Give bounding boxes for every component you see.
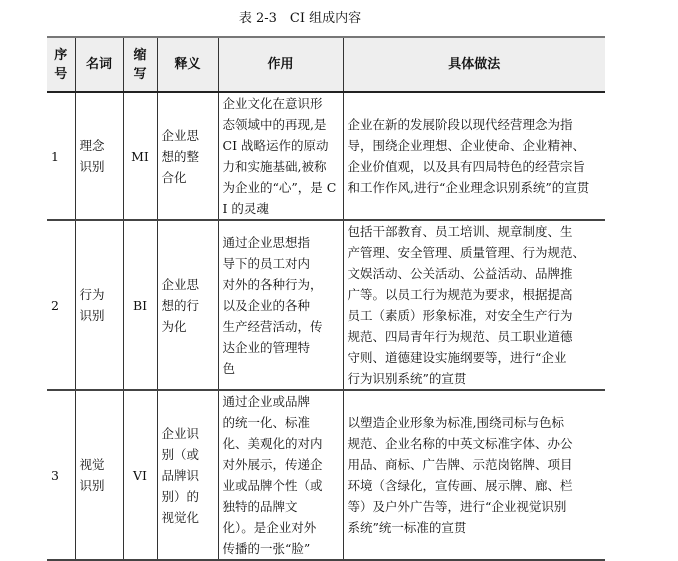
header-abbr: [123, 37, 157, 92]
cell-meaning: [157, 220, 218, 390]
cell-role-line: 态领域中的再现,是: [222, 117, 327, 132]
table-row: [47, 390, 605, 560]
cell-role: [218, 390, 343, 560]
cell-practice: [343, 220, 605, 390]
cell-role-line: 的统一化、标准: [222, 415, 311, 430]
header-practice: 具体做法: [343, 37, 605, 92]
cell-role-line: 生产经营活动，传: [222, 318, 323, 334]
cell-practice: [343, 390, 605, 560]
cell-practice-line: 导，围绕企业理想、企业使命、企业精神、: [347, 138, 586, 153]
cell-meaning-line: 企业思: [161, 127, 200, 143]
cell-role-line: 传播的一张“脸”: [222, 541, 311, 556]
cell-name: [75, 220, 123, 390]
cell-abbr: MI: [123, 92, 157, 220]
cell-practice-line: 和工作作风,进行“企业理念识别系统”的宣贯: [347, 180, 590, 195]
cell-role-line: CI 战略运作的原动: [222, 138, 329, 153]
cell-name-line: 理念: [79, 138, 105, 153]
table-caption: 表 2-3 CI 组成内容: [238, 11, 362, 26]
cell-practice-line: 规范、企业名称的中英文标准字体、办公: [347, 436, 573, 451]
cell-role-line: I 的灵魂: [222, 201, 269, 216]
cell-meaning-line: 视觉化: [161, 509, 200, 525]
cell-role-line: 化）。是企业对外: [222, 520, 317, 535]
cell-practice-line: 守则、道德建设实施纲要等，进行“企业: [347, 350, 567, 365]
cell-role-line: 通过企业或品牌: [222, 394, 311, 409]
header-no: [47, 37, 75, 92]
cell-name: [75, 390, 123, 560]
cell-practice-line: 企业价值观，以及具有四局特色的经营宗旨: [347, 159, 586, 174]
cell-meaning-line: 为化: [161, 318, 187, 334]
cell-name-line: 视觉: [79, 457, 105, 472]
cell-role-line: 为企业的“心”，是 C: [222, 180, 337, 195]
table-header-row: [47, 37, 605, 92]
cell-role-line: 力和实施基础,被称: [222, 159, 327, 174]
cell-name-line: 识别: [79, 308, 105, 323]
cell-practice-line: 广等。以员工行为规范为要求，根据提高: [347, 287, 573, 302]
cell-role-line: 色: [222, 360, 236, 376]
cell-meaning-line: 企业思: [161, 276, 200, 292]
header-name: 名词: [75, 37, 123, 92]
cell-role-line: 达企业的管理特: [222, 339, 311, 355]
cell-no: 3: [47, 390, 75, 560]
cell-practice-line: 系统”统一标准的宣贯: [347, 520, 467, 535]
header-label: 缩写: [133, 47, 147, 82]
header-role: 作用: [218, 37, 343, 92]
cell-no: 1: [47, 92, 75, 220]
cell-role-line: 对外展示，传递企: [222, 457, 323, 472]
cell-role-line: 通过企业思想指: [222, 234, 311, 250]
cell-practice-line: 包括干部教育、员工培训、规章制度、生: [347, 224, 573, 239]
cell-role: [218, 92, 343, 220]
cell-practice-line: 用品、商标、广告牌、示范岗铭牌、项目: [347, 457, 573, 472]
cell-meaning-line: 别）的: [161, 488, 200, 504]
cell-practice-line: 环境（含绿化，宣传画、展示牌、廊、栏: [347, 478, 573, 493]
cell-practice: [343, 92, 605, 220]
cell-meaning: [157, 390, 218, 560]
cell-practice-line: 等）及户外广告等，进行“企业视觉识别: [347, 499, 567, 514]
cell-role-line: 以及企业的各种: [222, 297, 311, 313]
cell-role: [218, 220, 343, 390]
cell-meaning-line: 想的行: [161, 297, 200, 313]
cell-abbr: BI: [123, 220, 157, 390]
table-row: [47, 220, 605, 390]
cell-meaning-line: 品牌识: [161, 467, 200, 483]
cell-name-line: 行为: [79, 287, 105, 302]
cell-role-line: 业或品牌个性（或: [222, 478, 323, 493]
cell-practice-line: 产管理、安全管理、质量管理、行为规范、: [347, 245, 586, 260]
cell-practice-line: 企业在新的发展阶段以现代经营理念为指: [347, 117, 573, 132]
cell-role-line: 对外的各种行为，: [222, 276, 323, 292]
cell-no: 2: [47, 220, 75, 390]
cell-meaning: [157, 92, 218, 220]
cell-practice-line: 文娱活动、公关活动、公益活动、品牌推: [347, 266, 573, 281]
cell-practice-line: 员工（素质）形象标准，对安全生产行为: [347, 308, 573, 323]
cell-meaning-line: 想的整: [161, 148, 200, 164]
cell-name-line: 识别: [79, 478, 105, 493]
cell-practice-line: 行为识别系统”的宣贯: [347, 371, 467, 386]
cell-meaning-line: 别（或: [161, 446, 200, 462]
cell-role-line: 导下的员工对内: [222, 255, 311, 271]
cell-practice-line: 以塑造企业形象为标准,围绕司标与色标: [347, 415, 564, 430]
cell-meaning-line: 企业识: [161, 425, 200, 441]
table-row: [47, 92, 605, 220]
header-label: 序号: [54, 47, 68, 82]
cell-name: [75, 92, 123, 220]
cell-role-line: 独特的品牌文: [222, 499, 298, 514]
header-meaning: 释义: [157, 37, 218, 92]
ci-composition-table: [47, 36, 605, 561]
cell-role-line: 企业文化在意识形: [222, 96, 323, 111]
cell-role-line: 化、美观化的对内: [222, 436, 323, 451]
cell-name-line: 识别: [79, 159, 105, 174]
cell-practice-line: 规范、四局青年行为规范、员工职业道德: [347, 329, 573, 344]
cell-meaning-line: 合化: [161, 169, 187, 185]
cell-abbr: VI: [123, 390, 157, 560]
